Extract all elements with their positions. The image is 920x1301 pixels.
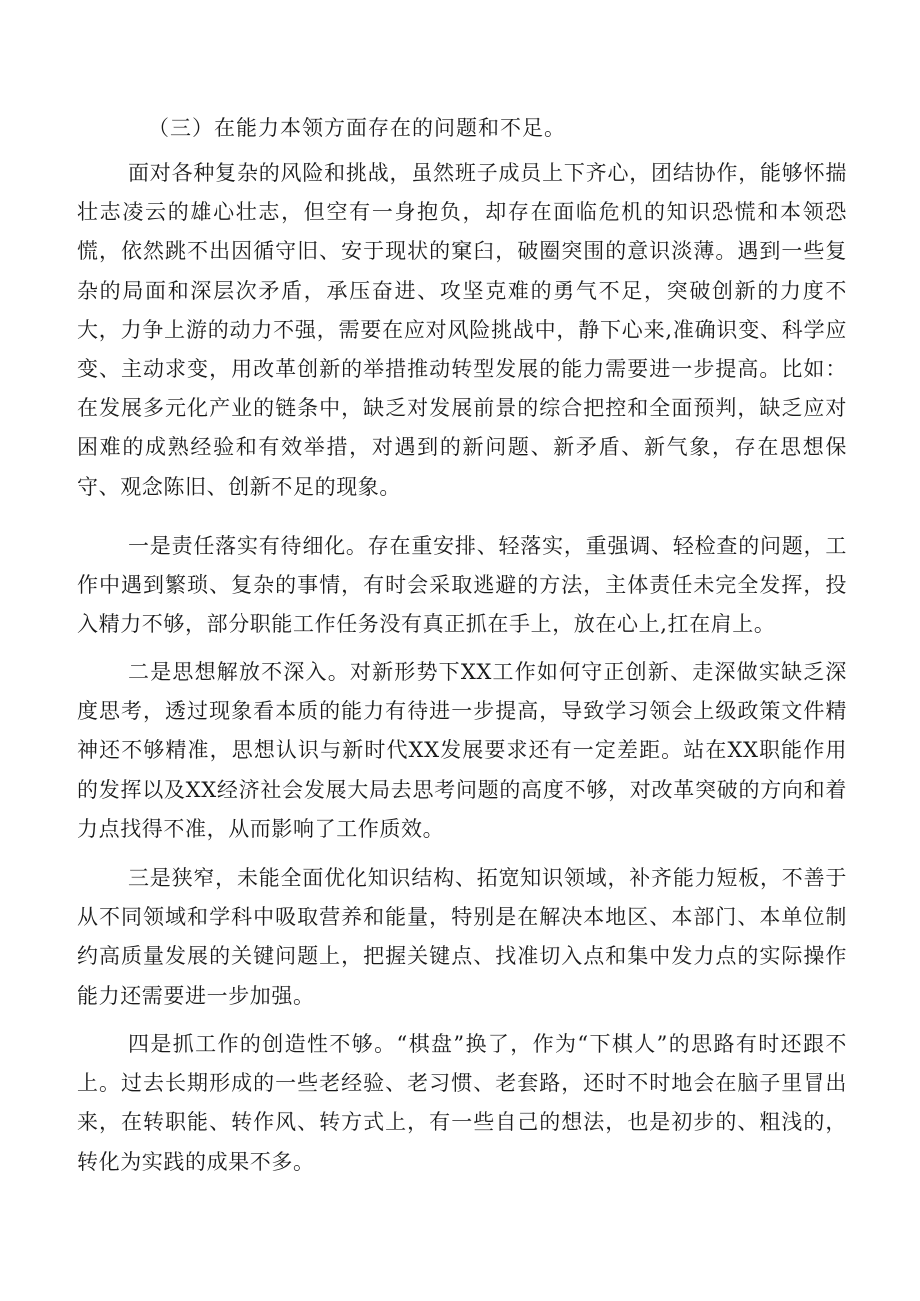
paragraph-overview: 面对各种复杂的风险和挑战，虽然班子成员上下齐心，团结协作，能够怀揣壮志凌云的雄心壮志，但空有一身抱负，却存在面临危机的知识恐慌和本领恐慌，依然跳不出因循守旧、安于现状的窠臼，破圈突围的意识淡薄。遇到一些复杂的局面和深层次矛盾，承压奋进、攻坚克难的勇气不足，突破创新的力度不大，力争上游的动力不强，需要在应对风险挑战中，静下心来,准确识变、科学应变、主动求变，用改革创新的举措推动转型发展的能力需要进一步提高。比如：在发展多元化产业的链条中，缺乏对发展前景的综合把控和全面预判，缺乏应对困难的成熟经验和有效举措，对遇到的新问题、新矛盾、新气象，存在思想保守、观念陈旧、创新不足的现象。 xyxy=(77,161,847,499)
paragraph-item-two: 二是思想解放不深入。对新形势下XX工作如何守正创新、走深做实缺乏深度思考，透过现象看本质的能力有待进一步提高，导致学习领会上级政策文件精神还不够精准，思想认识与新时代XX发展要求还有一定差距。站在XX职能作用的发挥以及XX经济社会发展大局去思考问题的高度不够，对改革突破的方向和着力点找得不准，从而影响了工作质效。 xyxy=(77,660,847,841)
paragraph-item-three: 三是狭窄，未能全面优化知识结构、拓宽知识领域，补齐能力短板，不善于从不同领域和学科中吸取营养和能量，特别是在解决本地区、本部门、本单位制约高质量发展的关键问题上，把握关键点、找准切入点和集中发力点的实际操作能力还需要进一步加强。 xyxy=(77,866,847,1008)
paragraph-item-one: 一是责任落实有待细化。存在重安排、轻落实，重强调、轻检查的问题，工作中遇到繁琐、复杂的事情，有时会采取逃避的方法，主体责任未完全发挥，投入精力不够，部分职能工作任务没有真正抓在手上，放在心上,扛在肩上。 xyxy=(77,534,847,637)
section-heading: （三）在能力本领方面存在的问题和不足。 xyxy=(148,116,566,140)
paragraph-item-four: 四是抓工作的创造性不够。“棋盘”换了，作为“下棋人”的思路有时还跟不上。过去长期形成的一些老经验、老习惯、老套路，还时不时地会在脑子里冒出来，在转职能、转作风、转方式上，有一些自己的想法，也是初步的、粗浅的，转化为实践的成果不多。 xyxy=(77,1032,847,1174)
